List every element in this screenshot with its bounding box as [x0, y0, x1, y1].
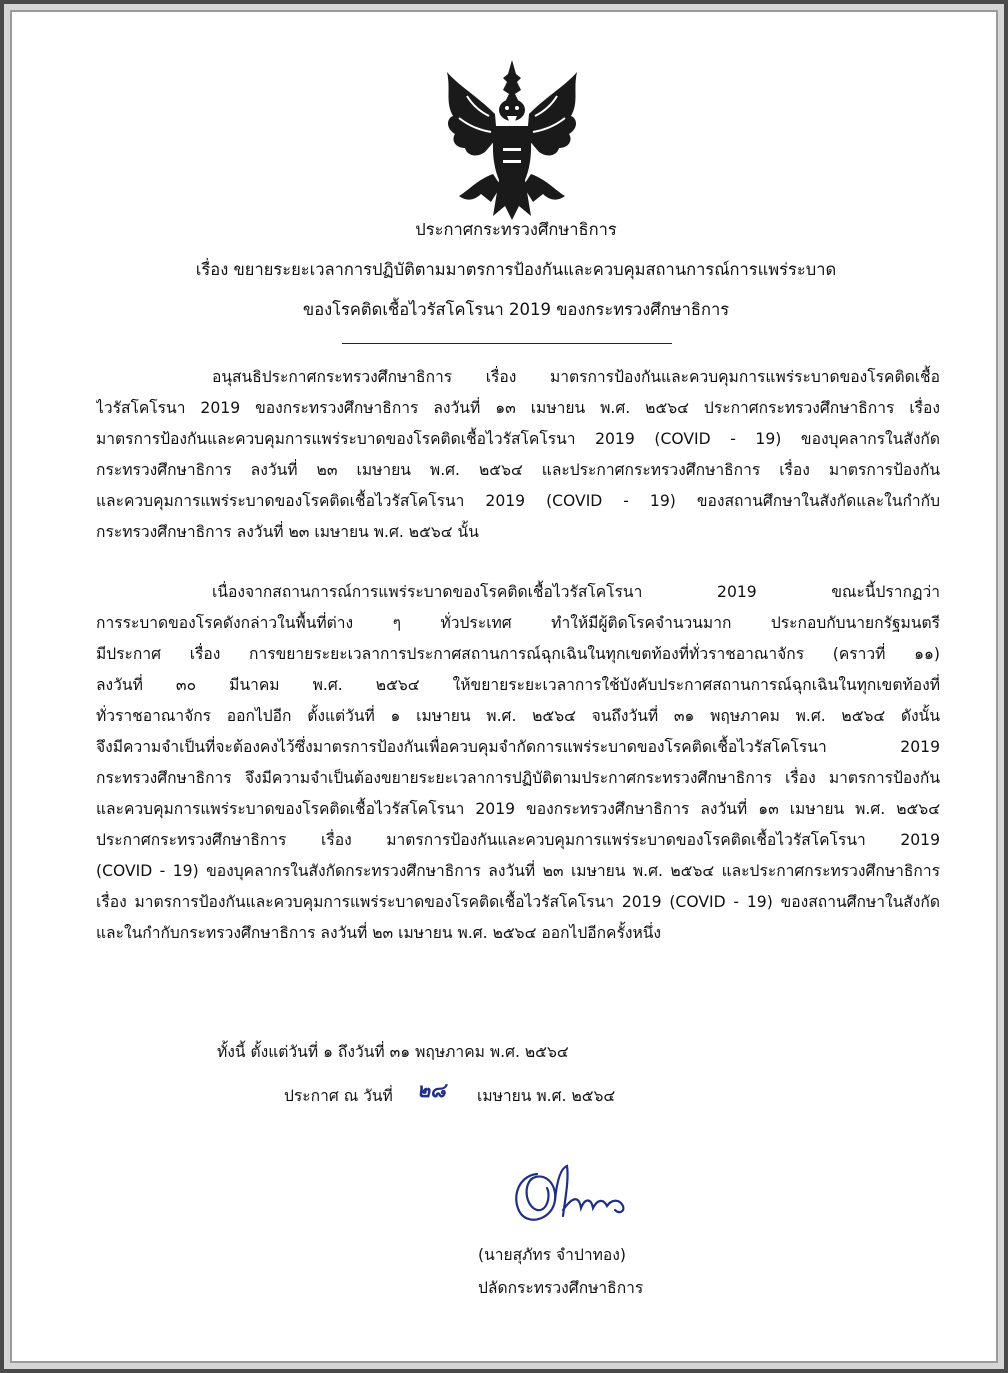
paragraph-line: ทั่วราชอาณาจักร ออกไปอีก ตั้งแต่วันที่ ๑ เมษายน พ.ศ. ๒๕๖๔ จนถึงวันที่ ๓๑ พฤษภาคม พ.ศ. ๒๕๖๔ ดังนั้น [96, 707, 940, 725]
paragraph-line: กระทรวงศึกษาธิการ ลงวันที่ ๒๓ เมษายน พ.ศ. ๒๕๖๔ และประกาศกระทรวงศึกษาธิการ เรื่อง มาตรการป้องกัน [96, 461, 940, 479]
paragraph-line: และในกำกับกระทรวงศึกษาธิการ ลงวันที่ ๒๓ เมษายน พ.ศ. ๒๕๖๔ ออกไปอีกครั้งหนึ่ง [96, 924, 662, 942]
announcement-title: ประกาศกระทรวงศึกษาธิการ [415, 220, 617, 239]
announce-date-prefix: ประกาศ ณ วันที่ [284, 1087, 393, 1105]
paragraph-line: (COVID - 19) ของบุคลากรในสังกัดกระทรวงศึกษาธิการ ลงวันที่ ๒๓ เมษายน พ.ศ. ๒๕๖๔ และประกาศกระทรวงศึกษาธิการ [96, 862, 940, 880]
paragraph-line: และควบคุมการแพร่ระบาดของโรคติดเชื้อไวรัสโคโรนา 2019 (COVID - 19) ของสถานศึกษาในสังกัดและในกำกับ [96, 492, 940, 510]
garuda-emblem-icon [437, 56, 587, 222]
paragraph-line: การระบาดของโรคดังกล่าวในพื้นที่ต่าง ๆ ทั่วประเทศ ทำให้มีผู้ติดโรคจำนวนมาก ประกอบกับนายกรัฐมนตรี [96, 614, 940, 632]
title-divider [342, 343, 672, 344]
announcement-subject: เรื่อง ขยายระยะเวลาการปฏิบัติตามมาตรการป้องกันและควบคุมสถานการณ์การแพร่ระบาด [195, 260, 837, 279]
announce-date-suffix: เมษายน พ.ศ. ๒๕๖๔ [477, 1087, 616, 1105]
paragraph-line: จึงมีความจำเป็นที่จะต้องคงไว้ซึ่งมาตรการป้องกันเพื่อควบคุมจำกัดการแพร่ระบาดของโรคติดเชื้อไวรัสโคโรนา 2019 [96, 738, 940, 756]
paragraph-line: ประกาศกระทรวงศึกษาธิการ เรื่อง มาตรการป้องกันและควบคุมการแพร่ระบาดของโรคติดเชื้อไวรัสโคโรนา 2019 [96, 831, 940, 849]
paragraph-line: กระทรวงศึกษาธิการ จึงมีความจำเป็นต้องขยายระยะเวลาการปฏิบัติตามประกาศกระทรวงศึกษาธิการ เรื่อง มาตรการป้องกัน [96, 769, 940, 787]
paragraph-line: มีประกาศ เรื่อง การขยายระยะเวลาการประกาศสถานการณ์ฉุกเฉินในทุกเขตท้องที่ทั่วราชอาณาจักร (คราวที่ ๑๑) [96, 645, 940, 663]
paragraph-reference [96, 362, 940, 548]
paragraph-line: อนุสนธิประกาศกระทรวงศึกษาธิการ เรื่อง มาตรการป้องกันและควบคุมการแพร่ระบาดของโรคติดเชื้อ [212, 368, 940, 386]
paragraph-line: มาตรการป้องกันและควบคุมการแพร่ระบาดของโรคติดเชื้อไวรัสโคโรนา 2019 (COVID - 19) ของบุคลากรในสังกัด [96, 430, 940, 448]
paragraph-line: ลงวันที่ ๓๐ มีนาคม พ.ศ. ๒๕๖๔ ให้ขยายระยะเวลาการใช้บังคับประกาศสถานการณ์ฉุกเฉินในทุกเขตท้องที่ [96, 676, 940, 694]
signatory-name: (นายสุภัทร จำปาทอง) [478, 1246, 626, 1264]
handwritten-signature [507, 1160, 647, 1230]
paragraph-reason [96, 577, 940, 949]
paragraph-line: ไวรัสโคโรนา 2019 ของกระทรวงศึกษาธิการ ลงวันที่ ๑๓ เมษายน พ.ศ. ๒๕๖๔ ประกาศกระทรวงศึกษาธิการ เรื่อง [96, 399, 940, 417]
effective-period: ทั้งนี้ ตั้งแต่วันที่ ๑ ถึงวันที่ ๓๑ พฤษภาคม พ.ศ. ๒๕๖๔ [217, 1043, 569, 1061]
announce-date-day: ๒๘ [417, 1078, 446, 1102]
paragraph-line: เนื่องจากสถานการณ์การแพร่ระบาดของโรคติดเชื้อไวรัสโคโรนา 2019 ขณะนี้ปรากฏว่า [212, 583, 940, 601]
document-page [12, 12, 996, 1361]
announcement-subject-continued: ของโรคติดเชื้อไวรัสโคโรนา 2019 ของกระทรวงศึกษาธิการ [302, 300, 730, 319]
paragraph-line: เรื่อง มาตรการป้องกันและควบคุมการแพร่ระบาดของโรคติดเชื้อไวรัสโคโรนา 2019 (COVID - 19) ของสถานศึกษาในสังกัด [96, 893, 940, 911]
paragraph-line: กระทรวงศึกษาธิการ ลงวันที่ ๒๓ เมษายน พ.ศ. ๒๕๖๔ นั้น [96, 523, 479, 541]
paragraph-line: และควบคุมการแพร่ระบาดของโรคติดเชื้อไวรัสโคโรนา 2019 ของกระทรวงศึกษาธิการ ลงวันที่ ๑๓ เมษายน พ.ศ. ๒๕๖๔ [96, 800, 940, 818]
signatory-position: ปลัดกระทรวงศึกษาธิการ [478, 1279, 644, 1297]
